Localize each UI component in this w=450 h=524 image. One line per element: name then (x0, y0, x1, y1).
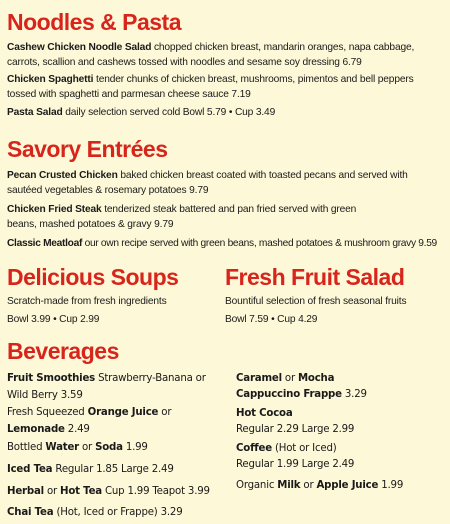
beverage-milk-apple-juice: Organic Milk or Apple Juice 1.99 (236, 480, 404, 491)
beverage-orange-juice-lemonade: Fresh Squeezed Orange Juice or Lemonade 2.49 (7, 407, 172, 435)
soups-description: Scratch-made from fresh ingredients (7, 296, 167, 307)
section-title-fruit-salad: Fresh Fruit Salad (225, 264, 405, 290)
item-desc: chopped chicken breast, mandarin oranges, napa cabbage, carrots, scallion and cashews tossed with noodles and sesame soy dressing 6.79 (7, 42, 415, 68)
soups-prices: Bowl 3.99 • Cup 2.99 (7, 314, 100, 325)
section-title-entrees: Savory Entrées (7, 136, 168, 162)
beverage-caramel-mocha: Caramel or Mocha (236, 373, 335, 384)
section-title-soups: Delicious Soups (7, 264, 179, 290)
item-desc: tender chunks of chicken breast, mushrooms, pimentos and bell peppers tossed with spaghetti and parmesan cheese sauce 7.19 (7, 74, 414, 100)
item-name: Classic Meatloaf (7, 238, 83, 249)
item-desc: baked chicken breast coated with toasted pecans and served with sautéed vegetables & rosemary potatoes 9.79 (7, 170, 408, 196)
item-desc: tenderized steak battered and pan fried served with green beans, mashed potatoes & gravy 9.79 (7, 204, 357, 230)
item-name: Pasta Salad (7, 107, 63, 118)
beverage-water-soda: Bottled Water or Soda 1.99 (7, 442, 148, 453)
beverage-cappuccino-frappe: Cappuccino Frappe 3.29 (236, 389, 367, 400)
item-name: Pecan Crusted Chicken (7, 170, 118, 181)
beverage-coffee-prices: Regular 1.99 Large 2.49 (236, 459, 355, 470)
beverage-chai-tea: Chai Tea (Hot, Iced or Frappe) 3.29 (7, 507, 183, 518)
item-desc: our own recipe served with green beans, mashed potatoes & mushroom gravy 9.59 (82, 238, 437, 249)
beverage-hot-cocoa-prices: Regular 2.29 Large 2.99 (236, 424, 355, 435)
menu-item-cashew-noodle-salad (7, 41, 443, 70)
beverage-herbal-hot-tea: Herbal or Hot Tea Cup 1.99 Teapot 3.99 (7, 486, 210, 497)
beverage-coffee: Coffee (Hot or Iced) (236, 443, 337, 454)
section-title-noodles: Noodles & Pasta (7, 9, 181, 35)
item-name: Chicken Fried Steak (7, 204, 102, 215)
fruit-salad-description: Bountiful selection of fresh seasonal fruits (225, 296, 407, 307)
menu-item-pasta-salad (7, 106, 443, 121)
section-title-beverages: Beverages (7, 338, 119, 364)
menu-item-chicken-fried-steak (7, 203, 387, 232)
menu-item-chicken-spaghetti (7, 73, 443, 102)
item-name: Cashew Chicken Noodle Salad (7, 42, 152, 53)
beverage-iced-tea: Iced Tea Regular 1.85 Large 2.49 (7, 464, 174, 475)
menu-item-pecan-crusted-chicken (7, 169, 443, 198)
beverage-fruit-smoothies: Fruit Smoothies Strawberry-Banana or Wild Berry 3.59 (7, 373, 206, 401)
item-name: Chicken Spaghetti (7, 74, 94, 85)
menu-item-classic-meatloaf (7, 237, 447, 252)
item-desc: daily selection served cold Bowl 5.79 • Cup 3.49 (62, 107, 276, 118)
beverage-hot-cocoa: Hot Cocoa (236, 408, 293, 419)
fruit-salad-prices: Bowl 7.59 • Cup 4.29 (225, 314, 318, 325)
